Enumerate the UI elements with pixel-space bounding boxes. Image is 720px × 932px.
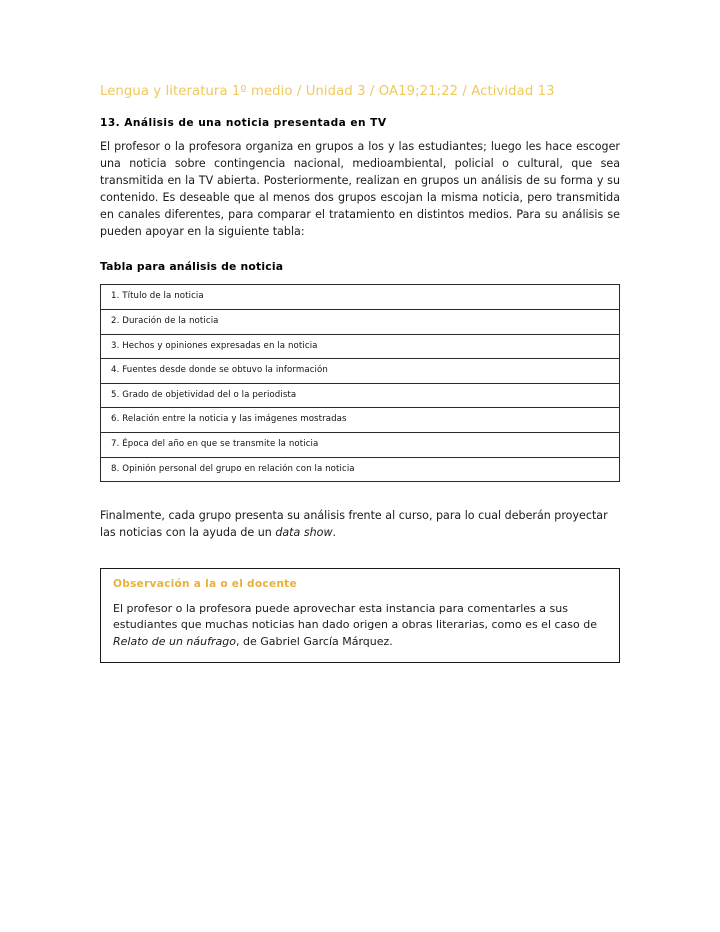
table-row (101, 285, 620, 310)
table-cell: 3. Hechos y opiniones expresadas en la noticia (101, 334, 620, 359)
closing-paragraph-text-2: . (332, 526, 337, 540)
table-row (101, 457, 620, 482)
table-cell: 6. Relación entre la noticia y las imágenes mostradas (101, 408, 620, 433)
table-cell: 1. Título de la noticia (101, 285, 620, 310)
observation-italic-title: Relato de un náufrago (113, 635, 236, 649)
table-heading: Tabla para análisis de noticia (100, 260, 284, 274)
observation-body (113, 601, 607, 651)
analysis-table (100, 284, 620, 482)
closing-paragraph (100, 508, 620, 542)
closing-paragraph-text-1: Finalmente, cada grupo presenta su análisis frente al curso, para lo cual deberán proyectar las noticias con la ayuda de un (100, 509, 608, 540)
page-title: 13. Análisis de una noticia presentada en TV (100, 116, 387, 129)
breadcrumb: Lengua y literatura 1º medio / Unidad 3 / OA19;21;22 / Actividad 13 (100, 84, 555, 99)
observation-box (100, 568, 620, 663)
analysis-table-body (101, 285, 620, 482)
table-row (101, 383, 620, 408)
table-row (101, 432, 620, 457)
observation-heading: Observación a la o el docente (113, 577, 297, 590)
intro-paragraph: El profesor o la profesora organiza en grupos a los y las estudiantes; luego les hace escoger una noticia sobre contingencia nacional, medioambiental, policial o cultural, que sea transmitida en la TV abierta. Posteriormente, realizan en grupos un análisis de su forma y su contenido. Es deseable que al menos dos grupos escojan la misma noticia, pero transmitida en canales diferentes, para comparar el tratamiento en distintos medios. Para su análisis se pueden apoyar en la siguiente tabla: (100, 140, 620, 238)
closing-paragraph-italic: data show (275, 526, 333, 540)
table-row (101, 334, 620, 359)
table-cell: 8. Opinión personal del grupo en relación con la noticia (101, 457, 620, 482)
table-row (101, 359, 620, 384)
observation-text-1: El profesor o la profesora puede aprovechar esta instancia para comentarles a sus estudiantes que muchas noticias han dado origen a obras literarias, como es el caso de (113, 601, 597, 632)
table-cell: 4. Fuentes desde donde se obtuvo la información (101, 359, 620, 384)
table-row (101, 310, 620, 335)
table-row (101, 408, 620, 433)
observation-text-2: , de Gabriel García Márquez. (235, 635, 393, 649)
table-cell: 7. Época del año en que se transmite la noticia (101, 432, 620, 457)
table-cell: 5. Grado de objetividad del o la periodista (101, 383, 620, 408)
table-cell: 2. Duración de la noticia (101, 310, 620, 335)
